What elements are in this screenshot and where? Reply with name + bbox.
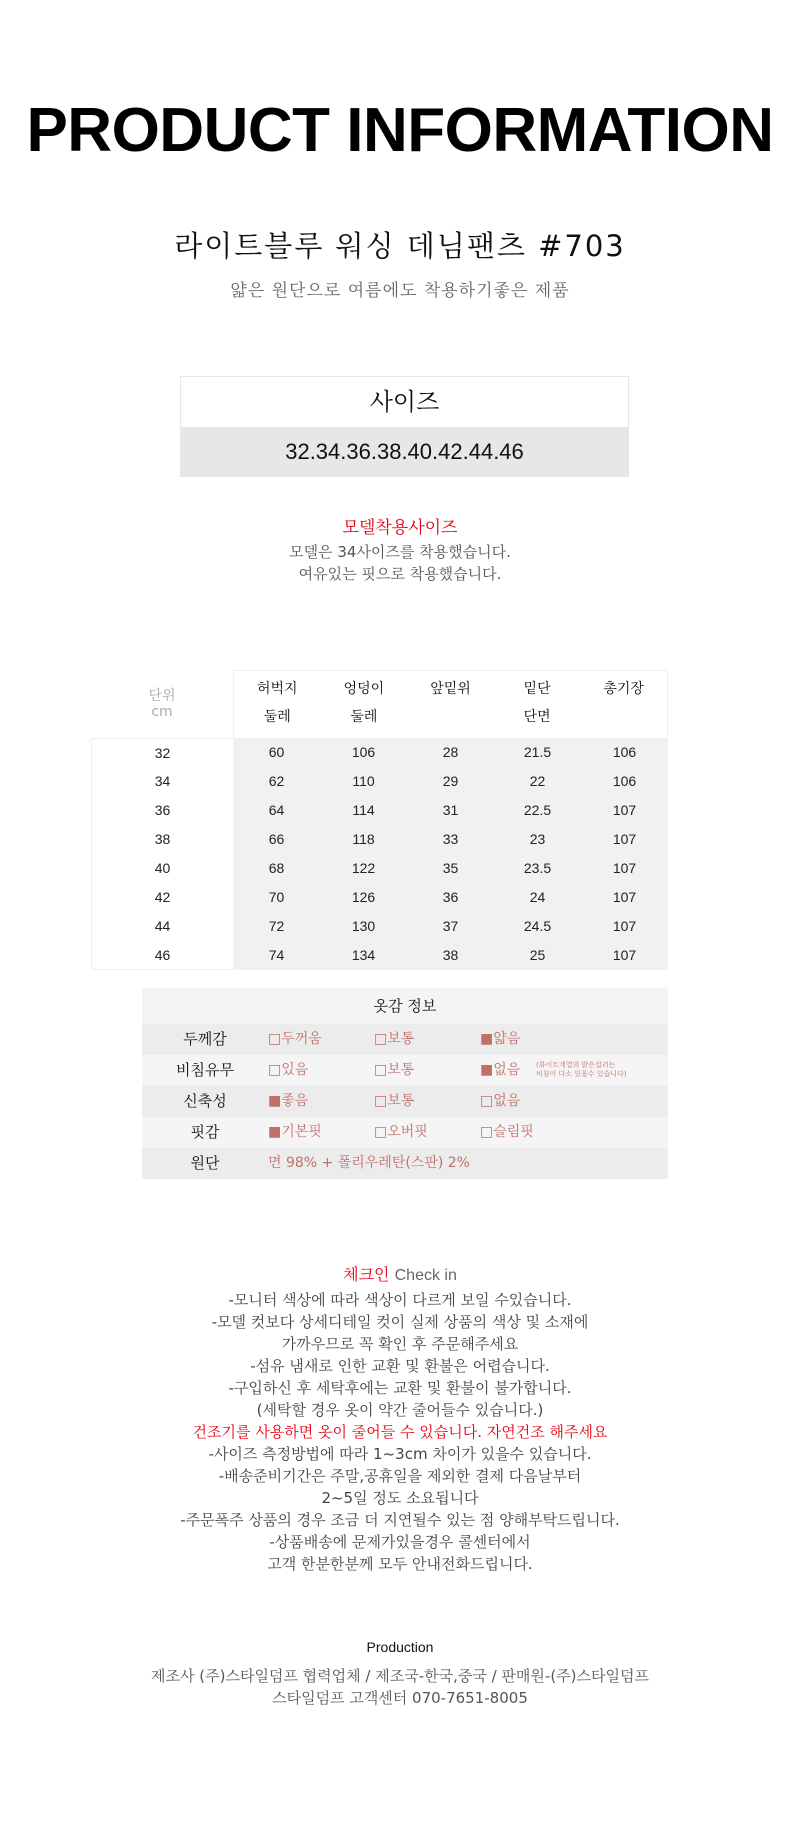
table-cell: 38 xyxy=(442,947,459,963)
fabric-option: ■얇음 xyxy=(480,1031,521,1047)
table-cell: 106 xyxy=(612,744,637,760)
fabric-note: (화이트계열의 밝은컬러는 비침이 다소 있을수 있습니다) xyxy=(536,1061,627,1078)
fabric-option: □오버핏 xyxy=(374,1124,428,1140)
notice-line: -상품배송에 문제가있을경우 콜센터에서 xyxy=(269,1533,531,1551)
notice-line: (세탁할 경우 옷이 약간 줄어들수 있습니다.) xyxy=(256,1401,544,1419)
row-size: 40 xyxy=(91,854,233,883)
table-cell: 107 xyxy=(612,831,637,847)
table-row xyxy=(91,825,668,854)
checkin-title-en: Check in xyxy=(394,1267,457,1284)
table-cell: 107 xyxy=(612,889,637,905)
fabric-row-stretch xyxy=(142,1086,668,1117)
column-header-front-rise: 앞밑위 xyxy=(430,681,471,697)
column-header-hip: 엉덩이 둘레 xyxy=(343,681,385,725)
checkin-title xyxy=(0,1263,800,1288)
column-header-thigh: 허벅지 둘레 xyxy=(257,681,298,725)
table-cell: 33 xyxy=(442,831,459,847)
measurement-table xyxy=(91,670,668,970)
fabric-row-sheerness xyxy=(142,1055,668,1086)
fabric-option: ■좋음 xyxy=(268,1093,309,1109)
table-cell: 107 xyxy=(612,860,637,876)
table-cell: 106 xyxy=(612,773,637,789)
model-size-title: 모델착용사이즈 xyxy=(342,518,458,538)
table-cell: 130 xyxy=(351,918,376,934)
table-cell: 62 xyxy=(268,773,285,789)
fabric-info-table xyxy=(142,988,668,1179)
fabric-option: □슬림핏 xyxy=(480,1124,534,1140)
product-description: 얇은 원단으로 여름에도 착용하기좋은 제품 xyxy=(230,281,570,301)
fabric-option: ■기본핏 xyxy=(268,1124,322,1140)
row-size: 46 xyxy=(91,941,233,970)
row-size: 42 xyxy=(91,883,233,912)
table-cell: 23 xyxy=(529,831,546,847)
fabric-row-fit xyxy=(142,1117,668,1148)
fabric-row-thickness xyxy=(142,1024,668,1055)
production-info: 제조사 (주)스타일덤프 협력업체 / 제조국-한국,중국 / 판매원-(주)스타일덤프 xyxy=(151,1667,649,1685)
fabric-option: ■없음 xyxy=(480,1062,521,1078)
table-row xyxy=(91,767,668,796)
table-cell: 110 xyxy=(352,773,375,789)
table-cell: 74 xyxy=(268,947,285,963)
notice-line: 2~5일 정도 소요됩니다 xyxy=(321,1489,479,1507)
size-box xyxy=(180,376,629,477)
table-row xyxy=(91,912,668,941)
table-cell: 28 xyxy=(442,744,459,760)
table-cell: 118 xyxy=(352,831,375,847)
row-size: 38 xyxy=(91,825,233,854)
table-cell: 60 xyxy=(268,744,285,760)
table-cell: 31 xyxy=(442,802,459,818)
row-size: 34 xyxy=(91,767,233,796)
notice-line: -배송준비기간은 주말,공휴일을 제외한 결제 다음날부터 xyxy=(218,1467,582,1485)
fabric-label: 신축성 xyxy=(183,1092,227,1110)
table-cell: 22.5 xyxy=(523,802,552,818)
fabric-option: □보통 xyxy=(374,1062,415,1078)
table-cell: 107 xyxy=(612,918,637,934)
table-cell: 21.5 xyxy=(523,744,552,760)
table-cell: 37 xyxy=(442,918,459,934)
table-cell: 66 xyxy=(268,831,285,847)
table-row xyxy=(91,854,668,883)
column-header-total-length: 총기장 xyxy=(603,681,644,697)
table-cell: 114 xyxy=(352,802,375,818)
unit-label: 단위 xyxy=(148,688,176,704)
production-title: Production xyxy=(366,1639,434,1655)
table-cell: 68 xyxy=(268,860,285,876)
table-row xyxy=(91,796,668,825)
fabric-label: 원단 xyxy=(190,1154,220,1172)
table-cell: 23.5 xyxy=(523,860,552,876)
table-cell: 64 xyxy=(268,802,285,818)
table-cell: 126 xyxy=(351,889,376,905)
checkin-notices xyxy=(0,1289,800,1575)
notice-line-warning: 건조기를 사용하면 옷이 줄어들 수 있습니다. 자연건조 해주세요 xyxy=(192,1423,608,1441)
fabric-info-title: 옷감 정보 xyxy=(142,988,668,1024)
row-size: 36 xyxy=(91,796,233,825)
fabric-label: 핏감 xyxy=(190,1123,220,1141)
table-cell: 72 xyxy=(268,918,285,934)
customer-center: 스타일덤프 고객센터 070-7651-8005 xyxy=(272,1689,528,1707)
notice-line: 가까우므로 꼭 확인 후 주문해주세요 xyxy=(281,1335,519,1353)
notice-line: -구입하신 후 세탁후에는 교환 및 환불이 불가합니다. xyxy=(228,1379,572,1397)
notice-line: 고객 한분한분께 모두 안내전화드립니다. xyxy=(267,1555,533,1573)
unit-cell xyxy=(91,670,233,738)
table-cell: 29 xyxy=(442,773,459,789)
table-cell: 35 xyxy=(442,860,459,876)
table-cell: 107 xyxy=(612,947,637,963)
notice-line: -주문폭주 상품의 경우 조금 더 지연될수 있는 점 양해부탁드립니다. xyxy=(180,1511,620,1529)
table-row xyxy=(91,738,668,767)
unit-value: cm xyxy=(151,704,173,720)
fabric-option: □두꺼움 xyxy=(268,1031,322,1047)
fabric-label: 두께감 xyxy=(183,1030,227,1048)
column-header-hem: 밑단 단면 xyxy=(523,681,551,725)
table-cell: 122 xyxy=(351,860,376,876)
size-label: 사이즈 xyxy=(180,376,629,427)
fabric-label: 비침유무 xyxy=(176,1061,234,1079)
checkin-title-ko: 체크인 xyxy=(343,1265,390,1284)
table-cell: 22 xyxy=(529,773,546,789)
fabric-option: □있음 xyxy=(268,1062,309,1078)
page-title: PRODUCT INFORMATION xyxy=(26,96,774,165)
fabric-composition: 면 98% + 폴리우레탄(스판) 2% xyxy=(268,1155,470,1171)
fabric-option: □보통 xyxy=(374,1031,415,1047)
size-values: 32.34.36.38.40.42.44.46 xyxy=(180,427,629,477)
table-cell: 106 xyxy=(351,744,376,760)
measurement-header xyxy=(91,670,668,738)
table-cell: 36 xyxy=(442,889,459,905)
table-cell: 25 xyxy=(529,947,546,963)
row-size: 44 xyxy=(91,912,233,941)
row-size: 32 xyxy=(91,738,233,767)
fabric-option: □보통 xyxy=(374,1093,415,1109)
model-size-line: 여유있는 핏으로 착용했습니다. xyxy=(298,565,502,583)
fabric-option: □없음 xyxy=(480,1093,521,1109)
notice-line: -모델 컷보다 상세디테일 컷이 실제 상품의 색상 및 소재에 xyxy=(211,1313,589,1331)
notice-line: -사이즈 측정방법에 따라 1~3cm 차이가 있을수 있습니다. xyxy=(208,1445,592,1463)
table-cell: 107 xyxy=(612,802,637,818)
notice-line: -모니터 색상에 따라 색상이 다르게 보일 수있습니다. xyxy=(228,1291,572,1309)
model-size-line: 모델은 34사이즈를 착용했습니다. xyxy=(289,543,511,561)
table-row xyxy=(91,883,668,912)
table-row xyxy=(91,941,668,970)
table-cell: 134 xyxy=(351,947,376,963)
table-cell: 70 xyxy=(268,889,285,905)
notice-line: -섬유 냄새로 인한 교환 및 환불은 어렵습니다. xyxy=(250,1357,550,1375)
fabric-row-material xyxy=(142,1148,668,1179)
table-cell: 24 xyxy=(529,889,546,905)
product-name: 라이트블루 워싱 데님팬츠 #703 xyxy=(174,229,626,263)
table-cell: 24.5 xyxy=(523,918,552,934)
